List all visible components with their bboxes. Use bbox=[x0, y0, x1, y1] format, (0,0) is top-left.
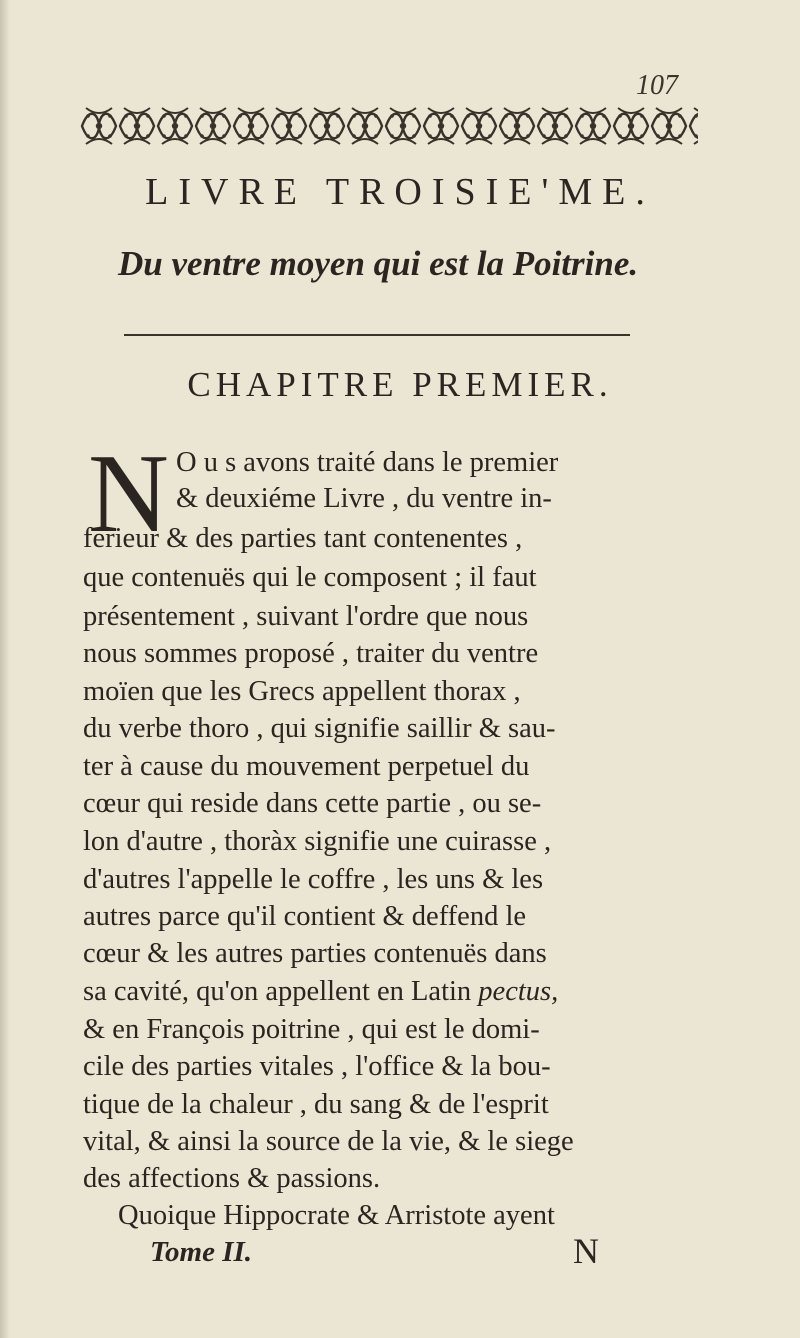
text-line bbox=[83, 974, 558, 1010]
chapter-heading: CHAPITRE PREMIER. bbox=[187, 365, 613, 404]
text-line: que contenuës qui le composent ; il faut bbox=[83, 562, 537, 593]
text-line: ferieur & des parties tant contenentes , bbox=[83, 523, 523, 554]
chapter-subtitle: Du ventre moyen qui est la Poitrine. bbox=[118, 244, 639, 283]
text-line: lon d'autre , thoràx signifie une cuirasse , bbox=[83, 826, 552, 857]
text-line: & en François poitrine , qui est le domi- bbox=[83, 1014, 540, 1045]
text-line: nous sommes proposé , traiter du ventre bbox=[83, 638, 539, 669]
latin-word: pectus, bbox=[478, 976, 559, 1007]
text-line: autres parce qu'il contient & deffend le bbox=[83, 901, 527, 932]
text-line-roman: sa cavité, qu'on appellent en Latin bbox=[83, 976, 479, 1007]
text-line: du verbe thoro , qui signifie saillir & sau- bbox=[83, 713, 556, 744]
text-line: moïen que les Grecs appellent thorax , bbox=[83, 676, 521, 707]
divider-rule bbox=[124, 334, 630, 336]
text-line: d'autres l'appelle le coffre , les uns & les bbox=[83, 864, 544, 895]
book-title: LIVRE TROISIE'ME. bbox=[145, 171, 655, 213]
text-line: O u s avons traité dans le premier bbox=[176, 447, 559, 478]
text-line: des affections & passions. bbox=[83, 1163, 381, 1194]
text-line: tique de la chaleur , du sang & de l'esprit bbox=[83, 1089, 549, 1120]
text-line: Quoique Hippocrate & Arristote ayent bbox=[118, 1200, 555, 1231]
text-line: cœur qui reside dans cette partie , ou se- bbox=[83, 788, 542, 819]
ornament-band bbox=[80, 104, 698, 148]
text-line: ter à cause du mouvement perpetuel du bbox=[83, 751, 530, 782]
text-line: présentement , suivant l'ordre que nous bbox=[83, 601, 529, 632]
volume-label: Tome II. bbox=[150, 1236, 253, 1268]
text-line: cile des parties vitales , l'office & la bou- bbox=[83, 1051, 551, 1082]
page-number: 107 bbox=[636, 70, 678, 101]
text-line: cœur & les autres parties contenuës dans bbox=[83, 938, 547, 969]
text-line: vital, & ainsi la source de la vie, & le siege bbox=[83, 1126, 574, 1157]
text-line: & deuxiéme Livre , du ventre in- bbox=[176, 483, 552, 514]
drop-cap: N bbox=[88, 432, 169, 556]
signature-mark: N bbox=[573, 1231, 599, 1271]
